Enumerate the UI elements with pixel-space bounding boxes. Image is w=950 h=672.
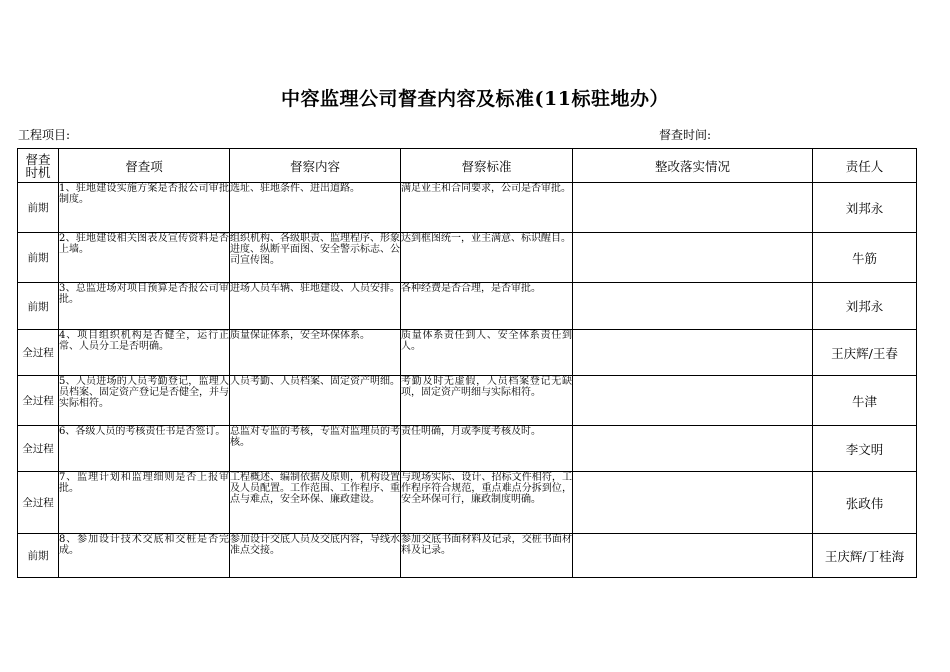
header-item: 督查项 [59, 149, 230, 183]
header-responsible: 责任人 [813, 149, 917, 183]
row-responsible: 刘邦永 [813, 283, 917, 330]
project-label: 工程项目: [18, 128, 71, 142]
row-phase: 前期 [18, 183, 59, 233]
row-content: 进场人员车辆、驻地建设、人员安排。 [230, 283, 401, 330]
row-standard: 满足业主和合同要求，公司是否审批。 [401, 183, 573, 233]
table-row [18, 283, 917, 330]
row-responsible: 李文明 [813, 426, 917, 472]
row-item: 7、监理计划和监理细则是否上报审批。 [59, 472, 230, 534]
table-row [18, 183, 917, 233]
row-responsible: 牛津 [813, 376, 917, 426]
row-rectify [573, 183, 813, 233]
header-standard: 督察标准 [401, 149, 573, 183]
row-phase: 全过程 [18, 472, 59, 534]
table-row [18, 376, 917, 426]
row-phase: 全过程 [18, 426, 59, 472]
row-responsible: 牛筋 [813, 233, 917, 283]
row-standard: 与现场实际、设计、招标文件相符，工作程序符合规范，重点难点分拆到位，安全环保可行，廉政制度明确。 [401, 472, 573, 534]
row-responsible: 张政伟 [813, 472, 917, 534]
row-phase: 全过程 [18, 330, 59, 376]
row-phase: 前期 [18, 233, 59, 283]
row-phase: 前期 [18, 534, 59, 578]
row-rectify [573, 233, 813, 283]
row-rectify [573, 472, 813, 534]
row-item: 5、人员进场的人员考勤登记，监理人员档案、固定资产登记是否健全，并与实际相符。 [59, 376, 230, 426]
row-standard: 责任明确，月或季度考核及时。 [401, 426, 573, 472]
header-content: 督察内容 [230, 149, 401, 183]
row-content: 工程概述、编制依据及原则，机构设置及人员配置。工作范围、工作程序、重点与难点，安全环保、廉政建设。 [230, 472, 401, 534]
row-item: 2、驻地建设相关图表及宣传资料是否上墙。 [59, 233, 230, 283]
row-content: 组织机构、各级职责、监理程序、形象进度、纵断平面图、安全警示标志、公司宣传图。 [230, 233, 401, 283]
row-rectify [573, 426, 813, 472]
header-row [18, 149, 917, 183]
header-timing-line1: 督查 [25, 151, 51, 167]
inspection-table [17, 148, 917, 578]
row-item: 3、总监进场对项目预算是否报公司审批。 [59, 283, 230, 330]
row-rectify [573, 283, 813, 330]
row-content: 质量保证体系，安全环保体系。 [230, 330, 401, 376]
row-responsible: 刘邦永 [813, 183, 917, 233]
header-rectify: 整改落实情况 [573, 149, 813, 183]
inspection-time-label: 督查时间: [659, 128, 712, 142]
table-row [18, 233, 917, 283]
row-standard: 质量体系责任到人、安全体系责任到人。 [401, 330, 573, 376]
table-row [18, 426, 917, 472]
row-item: 6、各级人员的考核责任书是否签订。 [59, 426, 230, 472]
row-item: 8、参加设计技术交底和交桩是否完成。 [59, 534, 230, 578]
row-standard: 各种经费是否合理，是否审批。 [401, 283, 573, 330]
row-rectify [573, 330, 813, 376]
row-standard: 考勤及时无虚假，人员档案登记无缺项，固定资产明细与实际相符。 [401, 376, 573, 426]
table-row [18, 534, 917, 578]
row-content: 总监对专监的考核，专监对监理员的考核。 [230, 426, 401, 472]
row-rectify [573, 534, 813, 578]
table-row [18, 472, 917, 534]
row-standard: 达到框图统一，业主满意、标识醒目。 [401, 233, 573, 283]
row-rectify [573, 376, 813, 426]
row-responsible: 王庆辉/王春 [813, 330, 917, 376]
row-phase: 前期 [18, 283, 59, 330]
table-row [18, 330, 917, 376]
row-responsible: 王庆辉/丁桂海 [813, 534, 917, 578]
header-timing [18, 149, 59, 183]
header-timing-line2: 时机 [25, 164, 51, 180]
page-title: 中容监理公司督查内容及标准(11标驻地办） [281, 88, 669, 110]
row-phase: 全过程 [18, 376, 59, 426]
row-item: 4、项目组织机构是否健全，运行正常、人员分工是否明确。 [59, 330, 230, 376]
row-content: 参加设计交底人员及交底内容，导线水准点交接。 [230, 534, 401, 578]
row-content: 选址、驻地条件、进出道路。 [230, 183, 401, 233]
row-item: 1、驻地建设实施方案是否报公司审批制度。 [59, 183, 230, 233]
row-standard: 参加交底书面材料及记录，交桩书面材料及记录。 [401, 534, 573, 578]
row-content: 人员考勤、人员档案、固定资产明细。 [230, 376, 401, 426]
